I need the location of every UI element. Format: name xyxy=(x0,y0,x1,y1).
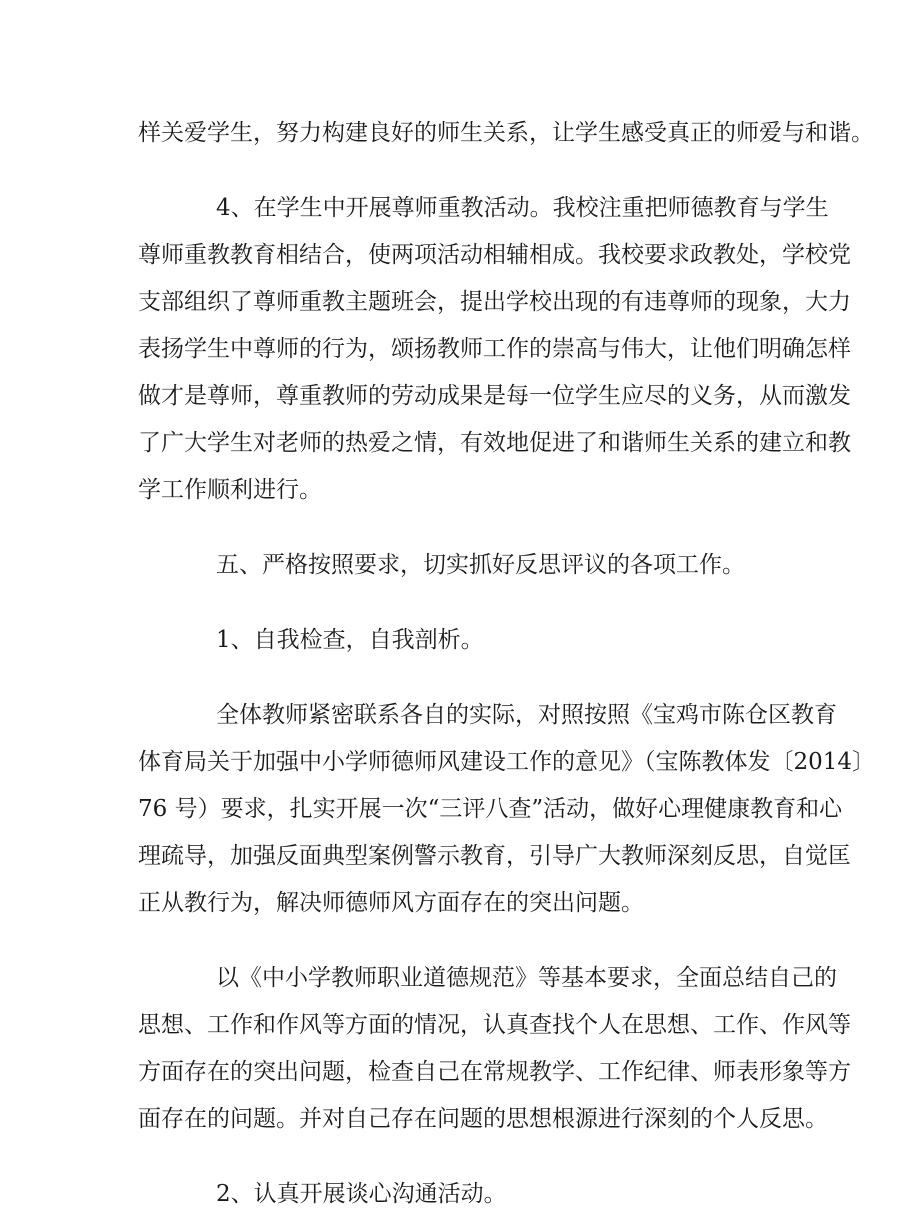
paragraph xyxy=(138,955,851,1143)
text-line: 正从教行为，解决师德师风方面存在的突出问题。 xyxy=(138,890,644,916)
text-line: 方面存在的突出问题，检查自己在常规教学、工作纪律、师表形象等方 xyxy=(138,1059,851,1085)
paragraph-gap xyxy=(138,157,788,185)
text-line: 4、在学生中开展尊师重教活动。我校注重把师德教育与学生 xyxy=(216,195,829,221)
paragraph xyxy=(138,617,788,664)
text-line: 面存在的问题。并对自己存在问题的思想根源进行深刻的个人反思。 xyxy=(138,1106,828,1132)
text-line: 表扬学生中尊师的行为，颂扬教师工作的崇高与伟大，让他们明确怎样 xyxy=(138,336,851,362)
paragraph-gap xyxy=(138,589,788,617)
paragraph xyxy=(138,692,876,927)
paragraph-gap xyxy=(138,927,788,955)
text-line: 学工作顺利进行。 xyxy=(138,477,322,503)
text-line: 体育局关于加强中小学师德师风建设工作的意见》（宝陈教体发〔2014〕 xyxy=(138,749,876,775)
paragraph-gap xyxy=(138,1143,788,1171)
text-line: 五、严格按照要求，切实抓好反思评议的各项工作。 xyxy=(216,552,745,578)
text-line: 思想、工作和作风等方面的情况，认真查找个人在思想、工作、作风等 xyxy=(138,1012,851,1038)
paragraph-gap xyxy=(138,514,788,542)
text-line: 全体教师紧密联系各自的实际，对照按照《宝鸡市陈仓区教育 xyxy=(216,702,837,728)
document-body xyxy=(138,110,876,1218)
paragraph xyxy=(138,1171,788,1218)
text-line: 尊师重教教育相结合，使两项活动相辅相成。我校要求政教处，学校党 xyxy=(138,242,851,268)
text-line: 2、认真开展谈心沟通活动。 xyxy=(216,1181,507,1207)
text-line: 1、自我检查，自我剖析。 xyxy=(216,627,484,653)
text-line: 做才是尊师，尊重教师的劳动成果是每一位学生应尽的义务，从而激发 xyxy=(138,383,851,409)
paragraph-gap xyxy=(138,664,788,692)
paragraph xyxy=(138,185,851,514)
text-line: 支部组织了尊师重教主题班会，提出学校出现的有违尊师的现象，大力 xyxy=(138,289,851,315)
paragraph xyxy=(138,542,788,589)
paragraph xyxy=(138,110,874,157)
text-line: 以《中小学教师职业道德规范》等基本要求，全面总结自己的 xyxy=(216,965,837,991)
text-line: 理疏导，加强反面典型案例警示教育，引导广大教师深刻反思，自觉匡 xyxy=(138,843,851,869)
text-line: 了广大学生对老师的热爱之情，有效地促进了和谐师生关系的建立和教 xyxy=(138,430,851,456)
text-line: 76 号）要求，扎实开展一次“三评八查”活动，做好心理健康教育和心 xyxy=(138,796,843,822)
text-line: 样关爱学生，努力构建良好的师生关系，让学生感受真正的师爱与和谐。 xyxy=(138,120,874,146)
